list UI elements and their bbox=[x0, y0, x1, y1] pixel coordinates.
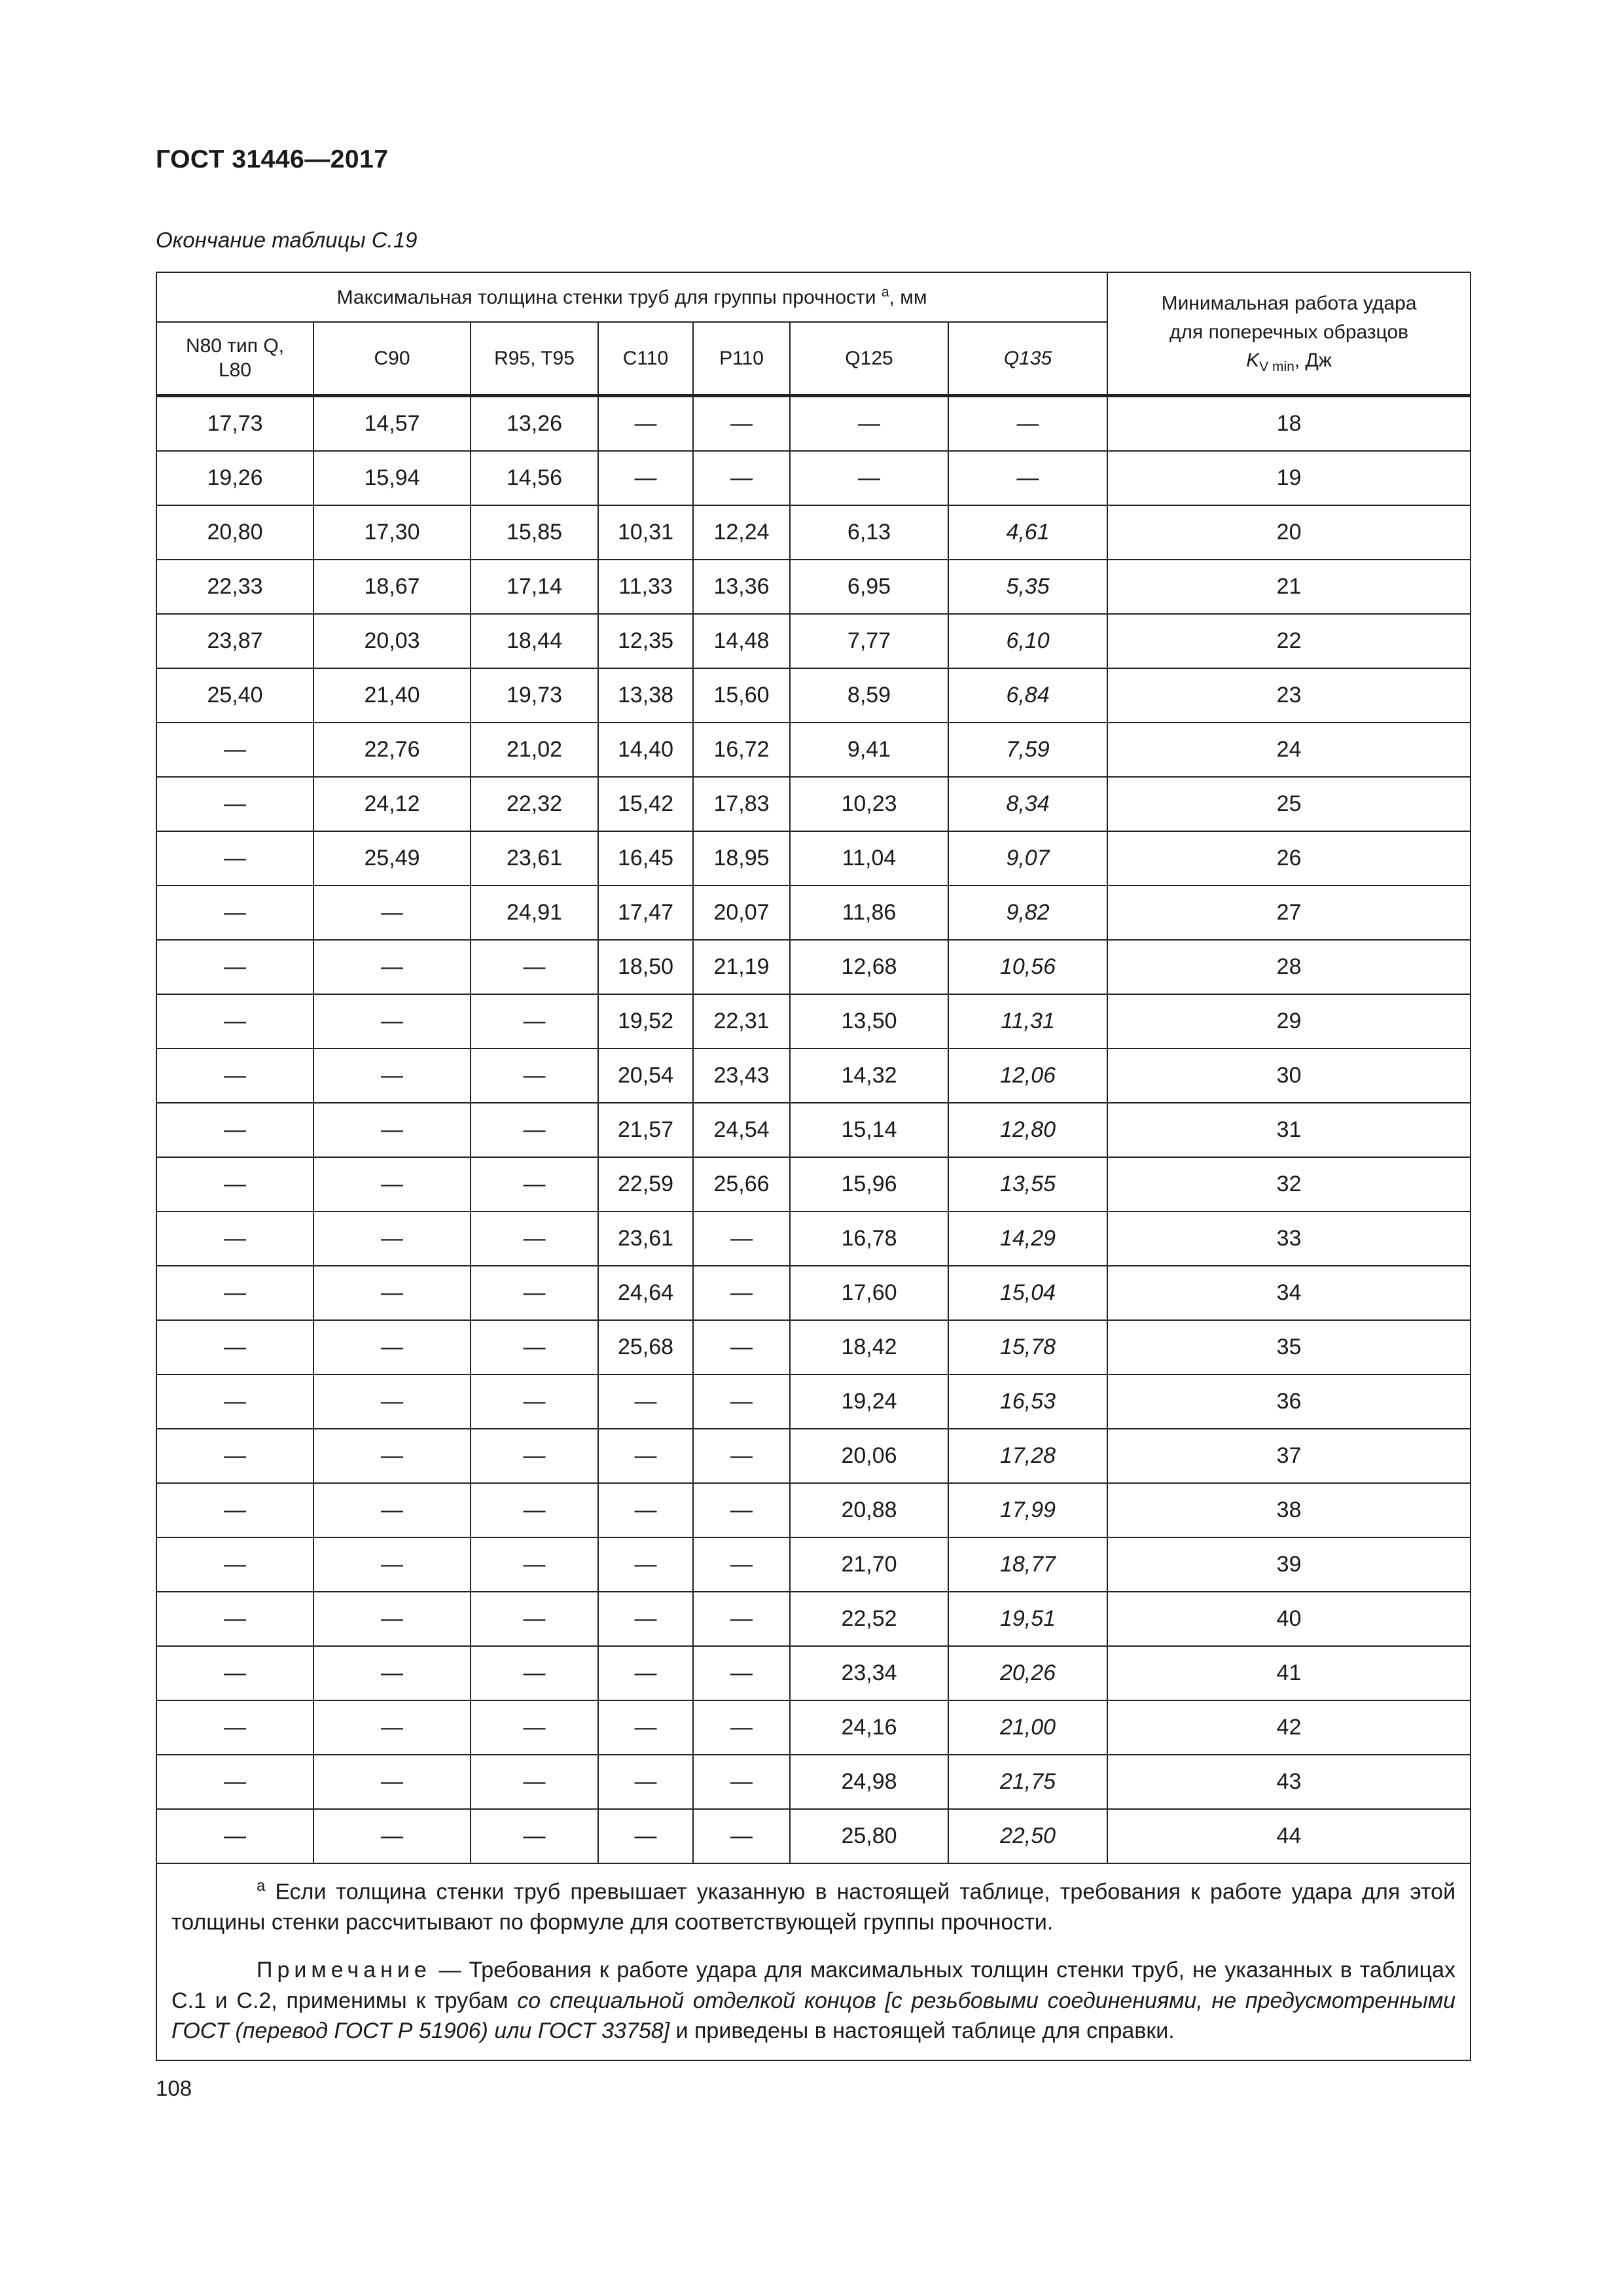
table-cell: — bbox=[156, 994, 313, 1049]
table-cell: — bbox=[471, 1211, 598, 1266]
table-cell: 12,35 bbox=[598, 614, 693, 668]
table-row bbox=[156, 560, 1471, 614]
table-cell: 21,70 bbox=[790, 1537, 948, 1592]
table-cell: 22 bbox=[1107, 614, 1471, 668]
table-cell: — bbox=[156, 1700, 313, 1755]
table-cell: 19,73 bbox=[471, 668, 598, 723]
table-cell: 19,52 bbox=[598, 994, 693, 1049]
table-row bbox=[156, 1646, 1471, 1700]
table-cell: — bbox=[598, 395, 693, 451]
table-cell: — bbox=[313, 1592, 471, 1646]
table-cell: 6,10 bbox=[948, 614, 1107, 668]
table-row bbox=[156, 1211, 1471, 1266]
table-notes bbox=[156, 1863, 1471, 2061]
table-cell: 6,84 bbox=[948, 668, 1107, 723]
table-row bbox=[156, 1592, 1471, 1646]
table-cell: — bbox=[598, 1755, 693, 1809]
table-cell: 15,78 bbox=[948, 1320, 1107, 1374]
table-cell: 20,88 bbox=[790, 1483, 948, 1537]
table-cell: — bbox=[313, 1266, 471, 1320]
table-cell: 20 bbox=[1107, 505, 1471, 560]
table-cell: 20,07 bbox=[693, 886, 790, 940]
table-cell: 24,91 bbox=[471, 886, 598, 940]
table-cell: 21,02 bbox=[471, 723, 598, 777]
table-cell: 33 bbox=[1107, 1211, 1471, 1266]
table-cell: — bbox=[948, 451, 1107, 505]
table-cell: 37 bbox=[1107, 1429, 1471, 1483]
table-cell: 26 bbox=[1107, 831, 1471, 886]
document-code: ГОСТ 31446—2017 bbox=[156, 145, 389, 173]
table-cell: — bbox=[471, 940, 598, 994]
table-cell: — bbox=[471, 1700, 598, 1755]
table-cell: — bbox=[156, 1320, 313, 1374]
table-cell: 17,99 bbox=[948, 1483, 1107, 1537]
table-cell: 20,54 bbox=[598, 1049, 693, 1103]
table-cell: — bbox=[313, 1374, 471, 1429]
table-cell: 23,61 bbox=[598, 1211, 693, 1266]
table-row bbox=[156, 940, 1471, 994]
table-cell: — bbox=[693, 451, 790, 505]
table-cell: — bbox=[598, 1700, 693, 1755]
table-row bbox=[156, 1700, 1471, 1755]
table-cell: 23,34 bbox=[790, 1646, 948, 1700]
table-cell: — bbox=[313, 1429, 471, 1483]
table-cell: 25,49 bbox=[313, 831, 471, 886]
table-cell: 12,24 bbox=[693, 505, 790, 560]
table-cell: 8,59 bbox=[790, 668, 948, 723]
table-cell: — bbox=[790, 451, 948, 505]
table-cell: 6,95 bbox=[790, 560, 948, 614]
table-cell: — bbox=[598, 1374, 693, 1429]
table-cell: 24,16 bbox=[790, 1700, 948, 1755]
table-cell: 15,85 bbox=[471, 505, 598, 560]
table-cell: 31 bbox=[1107, 1103, 1471, 1157]
table-cell: — bbox=[313, 1320, 471, 1374]
table-cell: — bbox=[471, 1483, 598, 1537]
table-cell: 39 bbox=[1107, 1537, 1471, 1592]
table-cell: — bbox=[471, 1049, 598, 1103]
table-cell: 18,95 bbox=[693, 831, 790, 886]
table-cell: 15,42 bbox=[598, 777, 693, 831]
table-cell: — bbox=[313, 1700, 471, 1755]
table-cell: 18,77 bbox=[948, 1537, 1107, 1592]
table-cell: — bbox=[156, 1211, 313, 1266]
table-row bbox=[156, 668, 1471, 723]
table-cell: 21,40 bbox=[313, 668, 471, 723]
table-cell: 29 bbox=[1107, 994, 1471, 1049]
table-cell: 40 bbox=[1107, 1592, 1471, 1646]
table-cell: 4,61 bbox=[948, 505, 1107, 560]
table-cell: — bbox=[693, 1592, 790, 1646]
table-cell: 17,83 bbox=[693, 777, 790, 831]
table-cell: — bbox=[156, 723, 313, 777]
column-header: C110 bbox=[598, 322, 693, 395]
table-cell: — bbox=[156, 1592, 313, 1646]
table-row bbox=[156, 1157, 1471, 1211]
table-cell: 38 bbox=[1107, 1483, 1471, 1537]
table-row bbox=[156, 1266, 1471, 1320]
table-cell: 15,04 bbox=[948, 1266, 1107, 1320]
table-cell: 9,82 bbox=[948, 886, 1107, 940]
table-cell: 25,80 bbox=[790, 1809, 948, 1863]
table-cell: — bbox=[471, 1103, 598, 1157]
column-header: C90 bbox=[313, 322, 471, 395]
table-cell: — bbox=[693, 1809, 790, 1863]
table-cell: 22,52 bbox=[790, 1592, 948, 1646]
table-cell: 35 bbox=[1107, 1320, 1471, 1374]
table-cell: 19 bbox=[1107, 451, 1471, 505]
table-row bbox=[156, 1429, 1471, 1483]
table-cell: — bbox=[598, 1592, 693, 1646]
column-header: Q135 bbox=[948, 322, 1107, 395]
table-cell: — bbox=[790, 395, 948, 451]
table-cell: 11,04 bbox=[790, 831, 948, 886]
table-cell: 20,80 bbox=[156, 505, 313, 560]
table-cell: 19,51 bbox=[948, 1592, 1107, 1646]
table-cell: — bbox=[156, 940, 313, 994]
table-cell: — bbox=[598, 1483, 693, 1537]
table-cell: — bbox=[313, 1211, 471, 1266]
table-cell: 21,00 bbox=[948, 1700, 1107, 1755]
column-header: R95, T95 bbox=[471, 322, 598, 395]
table-cell: — bbox=[313, 1755, 471, 1809]
table-cell: 21,75 bbox=[948, 1755, 1107, 1809]
table-cell: — bbox=[948, 395, 1107, 451]
table-cell: — bbox=[156, 1266, 313, 1320]
table-cell: — bbox=[471, 994, 598, 1049]
table-cell: 6,13 bbox=[790, 505, 948, 560]
table-cell: — bbox=[313, 886, 471, 940]
table-cell: 22,59 bbox=[598, 1157, 693, 1211]
table-cell: — bbox=[156, 1809, 313, 1863]
table-cell: 44 bbox=[1107, 1809, 1471, 1863]
table-cell: — bbox=[313, 1537, 471, 1592]
table-cell: 14,56 bbox=[471, 451, 598, 505]
table-cell: — bbox=[693, 1211, 790, 1266]
table-cell: 16,72 bbox=[693, 723, 790, 777]
table-cell: 13,50 bbox=[790, 994, 948, 1049]
table-cell: 21,19 bbox=[693, 940, 790, 994]
table-cell: 24,64 bbox=[598, 1266, 693, 1320]
table-cell: 24 bbox=[1107, 723, 1471, 777]
table-cell: 22,31 bbox=[693, 994, 790, 1049]
table-cell: 17,14 bbox=[471, 560, 598, 614]
table-cell: — bbox=[156, 777, 313, 831]
table-cell: 15,14 bbox=[790, 1103, 948, 1157]
table-row bbox=[156, 614, 1471, 668]
table-cell: 20,06 bbox=[790, 1429, 948, 1483]
table-cell: — bbox=[598, 1646, 693, 1700]
table-cell: 18,44 bbox=[471, 614, 598, 668]
table-cell: 23,87 bbox=[156, 614, 313, 668]
table-cell: — bbox=[313, 1483, 471, 1537]
column-header: P110 bbox=[693, 322, 790, 395]
table-cell: 24,12 bbox=[313, 777, 471, 831]
table-cell: 18,42 bbox=[790, 1320, 948, 1374]
table-cell: 32 bbox=[1107, 1157, 1471, 1211]
table-row bbox=[156, 994, 1471, 1049]
table-cell: — bbox=[313, 1103, 471, 1157]
table-row bbox=[156, 886, 1471, 940]
table-cell: — bbox=[471, 1592, 598, 1646]
table-cell: 24,54 bbox=[693, 1103, 790, 1157]
table-cell: 42 bbox=[1107, 1700, 1471, 1755]
table-row bbox=[156, 451, 1471, 505]
table-cell: 9,07 bbox=[948, 831, 1107, 886]
table-cell: 18,67 bbox=[313, 560, 471, 614]
table-cell: — bbox=[156, 1374, 313, 1429]
table-row bbox=[156, 1103, 1471, 1157]
table-cell: 25,68 bbox=[598, 1320, 693, 1374]
table-cell: — bbox=[693, 1266, 790, 1320]
table-cell: 30 bbox=[1107, 1049, 1471, 1103]
table-cell: 16,53 bbox=[948, 1374, 1107, 1429]
table-cell: — bbox=[156, 1646, 313, 1700]
table-row bbox=[156, 831, 1471, 886]
table-cell: 22,50 bbox=[948, 1809, 1107, 1863]
table-cell: 14,32 bbox=[790, 1049, 948, 1103]
table-cell: 23 bbox=[1107, 668, 1471, 723]
table-cell: 34 bbox=[1107, 1266, 1471, 1320]
table-cell: 23,43 bbox=[693, 1049, 790, 1103]
page-number: 108 bbox=[156, 2076, 192, 2100]
table-cell: — bbox=[156, 1049, 313, 1103]
table-cell: — bbox=[693, 1320, 790, 1374]
table-caption: Окончание таблицы С.19 bbox=[156, 228, 418, 252]
footnote: $^а$ Если толщина стенки труб превышает указанную в настоящей таблице, требования к работе удара для этой толщины стенки рассчитывают по формуле для соответствующей группы прочности. bbox=[171, 1876, 1456, 1935]
table-cell: 13,36 bbox=[693, 560, 790, 614]
footnote-ref: а bbox=[881, 285, 889, 300]
table-row bbox=[156, 1483, 1471, 1537]
table-cell: 27 bbox=[1107, 886, 1471, 940]
table-cell: 14,29 bbox=[948, 1211, 1107, 1266]
table-cell: 15,96 bbox=[790, 1157, 948, 1211]
table-cell: 14,57 bbox=[313, 395, 471, 451]
table-cell: — bbox=[598, 1429, 693, 1483]
table-cell: 15,60 bbox=[693, 668, 790, 723]
table-cell: 17,47 bbox=[598, 886, 693, 940]
table-cell: 25 bbox=[1107, 777, 1471, 831]
table-cell: — bbox=[471, 1374, 598, 1429]
table-row bbox=[156, 1537, 1471, 1592]
table-cell: — bbox=[693, 1755, 790, 1809]
table-cell: 13,38 bbox=[598, 668, 693, 723]
table-cell: 11,86 bbox=[790, 886, 948, 940]
table-cell: — bbox=[156, 1429, 313, 1483]
table-cell: 22,33 bbox=[156, 560, 313, 614]
table-cell: — bbox=[693, 1374, 790, 1429]
table-cell: 5,35 bbox=[948, 560, 1107, 614]
table-cell: 18,50 bbox=[598, 940, 693, 994]
table-cell: — bbox=[471, 1646, 598, 1700]
table-cell: 20,03 bbox=[313, 614, 471, 668]
table-cell: — bbox=[156, 1537, 313, 1592]
table-cell: 36 bbox=[1107, 1374, 1471, 1429]
table-cell: 23,61 bbox=[471, 831, 598, 886]
table-cell: — bbox=[313, 1157, 471, 1211]
table-cell: 12,80 bbox=[948, 1103, 1107, 1157]
table-row bbox=[156, 723, 1471, 777]
table-cell: 17,28 bbox=[948, 1429, 1107, 1483]
wall-thickness-table bbox=[156, 272, 1471, 2061]
table-cell: — bbox=[313, 1049, 471, 1103]
table-cell: 14,48 bbox=[693, 614, 790, 668]
table-cell: — bbox=[156, 1157, 313, 1211]
column-header: N80 тип Q, L80 bbox=[156, 322, 313, 395]
table-cell: 12,68 bbox=[790, 940, 948, 994]
table-cell: — bbox=[693, 1700, 790, 1755]
table-cell: 9,41 bbox=[790, 723, 948, 777]
table-cell: — bbox=[313, 1809, 471, 1863]
table-cell: 25,66 bbox=[693, 1157, 790, 1211]
table-row bbox=[156, 505, 1471, 560]
impact-energy-header: Минимальная работа удара для поперечных образцов $K_{V min}$, Дж bbox=[1107, 272, 1471, 395]
table-cell: 24,98 bbox=[790, 1755, 948, 1809]
table-row bbox=[156, 1320, 1471, 1374]
table-cell: 20,26 bbox=[948, 1646, 1107, 1700]
table-cell: 15,94 bbox=[313, 451, 471, 505]
table-cell: 7,77 bbox=[790, 614, 948, 668]
table-cell: — bbox=[471, 1157, 598, 1211]
table-cell: 28 bbox=[1107, 940, 1471, 994]
table-cell: 7,59 bbox=[948, 723, 1107, 777]
note: Примечание — Требования к работе удара для максимальных толщин стенки труб, не указанных в таблицах С.1 и С.2, применимы к трубам со специальной отделкой концов [с резьбовыми соединениями, не предусмотренными ГОСТ (перевод ГОСТ Р 51906) или ГОСТ 33758] и приведены в настоящей таблице для справки. bbox=[171, 1957, 1456, 2044]
table-cell: — bbox=[598, 451, 693, 505]
table-cell: 41 bbox=[1107, 1646, 1471, 1700]
table-row bbox=[156, 1374, 1471, 1429]
table-cell: — bbox=[693, 1483, 790, 1537]
table-cell: 43 bbox=[1107, 1755, 1471, 1809]
table-row bbox=[156, 777, 1471, 831]
table-cell: 13,55 bbox=[948, 1157, 1107, 1211]
table-cell: — bbox=[156, 831, 313, 886]
table-row bbox=[156, 1809, 1471, 1863]
table-cell: — bbox=[156, 1483, 313, 1537]
table-cell: — bbox=[693, 1537, 790, 1592]
table-row bbox=[156, 1755, 1471, 1809]
table-cell: 25,40 bbox=[156, 668, 313, 723]
table-cell: — bbox=[156, 886, 313, 940]
table-cell: — bbox=[471, 1537, 598, 1592]
table-cell: 16,78 bbox=[790, 1211, 948, 1266]
table-cell: 18 bbox=[1107, 395, 1471, 451]
table-cell: — bbox=[471, 1320, 598, 1374]
table-cell: 17,73 bbox=[156, 395, 313, 451]
table-cell: — bbox=[693, 395, 790, 451]
table-cell: 10,56 bbox=[948, 940, 1107, 994]
table-cell: — bbox=[313, 940, 471, 994]
group-header: Максимальная толщина стенки труб для группы прочности $^а$, мм bbox=[156, 272, 1107, 322]
table-cell: — bbox=[693, 1646, 790, 1700]
table-cell: — bbox=[598, 1537, 693, 1592]
table-body bbox=[156, 395, 1471, 1863]
table-cell: 21 bbox=[1107, 560, 1471, 614]
table-cell: — bbox=[471, 1266, 598, 1320]
table-cell: — bbox=[156, 1103, 313, 1157]
table-cell: 16,45 bbox=[598, 831, 693, 886]
table-cell: — bbox=[471, 1809, 598, 1863]
table-cell: 19,24 bbox=[790, 1374, 948, 1429]
table-cell: 10,23 bbox=[790, 777, 948, 831]
table-cell: — bbox=[693, 1429, 790, 1483]
table-cell: — bbox=[313, 1646, 471, 1700]
table-cell: 17,60 bbox=[790, 1266, 948, 1320]
column-header: Q125 bbox=[790, 322, 948, 395]
table-cell: 19,26 bbox=[156, 451, 313, 505]
table-cell: — bbox=[313, 994, 471, 1049]
table-cell: 14,40 bbox=[598, 723, 693, 777]
table-cell: 8,34 bbox=[948, 777, 1107, 831]
table-cell: — bbox=[471, 1755, 598, 1809]
table-cell: 10,31 bbox=[598, 505, 693, 560]
table-cell: 13,26 bbox=[471, 395, 598, 451]
table-cell: — bbox=[471, 1429, 598, 1483]
table-cell: 21,57 bbox=[598, 1103, 693, 1157]
table-cell: 12,06 bbox=[948, 1049, 1107, 1103]
table-row bbox=[156, 1049, 1471, 1103]
table-row bbox=[156, 395, 1471, 451]
table-cell: — bbox=[156, 1755, 313, 1809]
table-cell: 22,32 bbox=[471, 777, 598, 831]
table-cell: — bbox=[598, 1809, 693, 1863]
table-cell: 11,31 bbox=[948, 994, 1107, 1049]
table-cell: 17,30 bbox=[313, 505, 471, 560]
table-cell: 11,33 bbox=[598, 560, 693, 614]
table-cell: 22,76 bbox=[313, 723, 471, 777]
